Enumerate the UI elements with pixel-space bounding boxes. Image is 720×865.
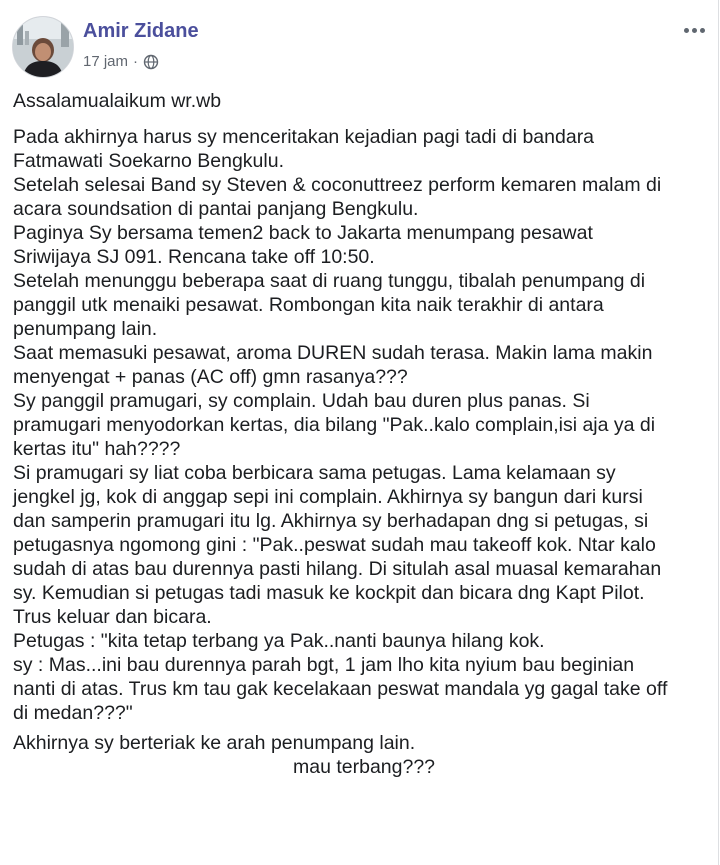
body-line: sy : Mas...ini bau durennya parah bgt, 1 jam lho kita nyium bau beginian — [13, 654, 635, 676]
body-line: acara soundsation di pantai panjang Bengkulu. — [13, 198, 419, 220]
body-line: penumpang lain. — [13, 318, 158, 340]
greeting: Assalamualaikum wr.wb — [13, 90, 222, 112]
post-header — [12, 16, 712, 78]
more-dot — [692, 28, 697, 33]
body-line: sudah di atas bau durennya pasti hilang. Di situlah asal muasal kemarahan — [13, 558, 662, 580]
closing-line: Akhirnya sy berteriak ke arah penumpang lain. — [13, 732, 416, 754]
body-line: menyengat + panas (AC off) gmn rasanya??? — [13, 366, 408, 388]
body-line: Pada akhirnya harus sy menceritakan kejadian pagi tadi di bandara — [13, 126, 595, 148]
body-line: jengkel jg, kok di anggap sepi ini complain. Akhirnya sy bangun dari kursi — [13, 486, 643, 508]
body-line: sy. Kemudian si petugas tadi masuk ke kockpit dan bicara dng Kapt Pilot. — [13, 582, 645, 604]
body-line: petugasnya ngomong gini : "Pak..peswat sudah mau takeoff kok. Ntar kalo — [13, 534, 656, 556]
post-timestamp[interactable]: 17 jam — [83, 53, 129, 70]
body-line: pramugari menyodorkan kertas, dia bilang "Pak..kalo complain,isi aja ya di — [13, 414, 656, 436]
body-line: Trus keluar dan bicara. — [13, 606, 212, 628]
body-line: Saat memasuki pesawat, aroma DUREN sudah terasa. Makin lama makin — [13, 342, 653, 364]
body-line: Setelah selesai Band sy Steven & coconuttreez perform kemaren malam di — [13, 174, 662, 196]
more-options-icon[interactable] — [680, 18, 708, 42]
body-line: di medan???" — [13, 702, 133, 724]
body-line: Sriwijaya SJ 091. Rencana take off 10:50. — [13, 246, 375, 268]
more-dot — [700, 28, 705, 33]
body-line: Setelah menunggu beberapa saat di ruang tunggu, tibalah penumpang di — [13, 270, 646, 292]
author-name[interactable]: Amir Zidane — [83, 20, 199, 42]
body-line: dan samperin pramugari itu lg. Akhirnya sy berhadapan dng si petugas, si — [13, 510, 649, 532]
body-line: Paginya Sy bersama temen2 back to Jakarta menumpang pesawat — [13, 222, 593, 244]
body-line: panggil utk menaiki pesawat. Rombongan kita naik terakhir di antara — [13, 294, 604, 316]
body-line: Si pramugari sy liat coba berbicara sama petugas. Lama kelamaan sy — [13, 462, 616, 484]
avatar[interactable] — [12, 16, 74, 78]
bottom-fade — [0, 851, 718, 865]
body-line: kertas itu" hah???? — [13, 438, 181, 460]
body-line: Fatmawati Soekarno Bengkulu. — [13, 150, 284, 172]
avatar-photo — [13, 17, 73, 77]
body-line: nanti di atas. Trus km tau gak kecelakaan peswat mandala yg gagal take off — [13, 678, 668, 700]
cutoff-line: mau terbang??? — [293, 756, 436, 778]
more-dot — [684, 28, 689, 33]
post-meta — [83, 53, 159, 70]
meta-separator: · — [133, 53, 139, 70]
globe-icon[interactable] — [143, 54, 159, 70]
post-body — [13, 89, 713, 779]
body-line: Petugas : "kita tetap terbang ya Pak..nanti baunya hilang kok. — [13, 630, 545, 652]
body-line: Sy panggil pramugari, sy complain. Udah bau duren plus panas. Si — [13, 390, 590, 412]
